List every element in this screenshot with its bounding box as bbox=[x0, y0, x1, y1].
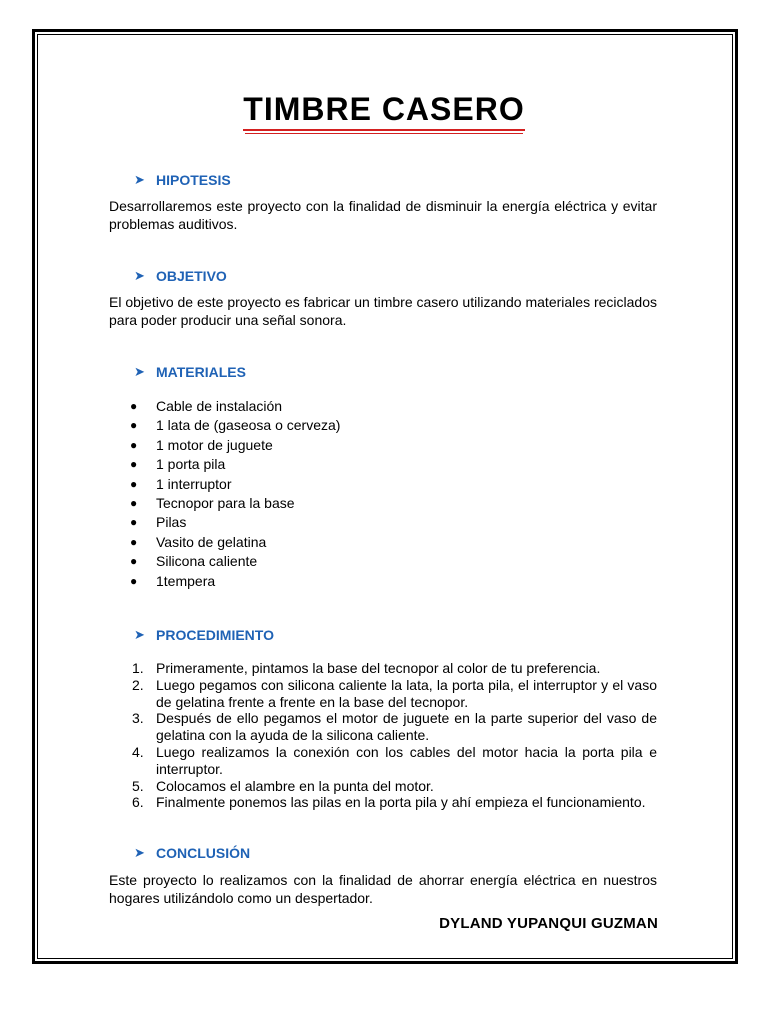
bullet-dot-icon: ● bbox=[130, 534, 138, 549]
arrow-bullet-icon: ➤ bbox=[134, 627, 145, 642]
heading-objetivo bbox=[134, 267, 227, 285]
bullet-dot-icon: ● bbox=[130, 495, 138, 510]
heading-hipotesis-label: HIPOTESIS bbox=[156, 172, 231, 188]
list-item: ● Cable de instalación bbox=[130, 397, 340, 416]
materials-list bbox=[130, 397, 340, 591]
list-item: 4. Luego realizamos la conexión con los cables del motor hacia la porta pila e interruptor. bbox=[132, 743, 657, 777]
list-item: ● Silicona caliente bbox=[130, 552, 340, 571]
author-name: DYLAND YUPANQUI GUZMAN bbox=[439, 915, 658, 932]
heading-conclusion bbox=[134, 844, 250, 862]
list-item: 5. Colocamos el alambre en la punta del motor. bbox=[132, 777, 434, 794]
bullet-dot-icon: ● bbox=[130, 437, 138, 452]
conclusion-text: Este proyecto lo realizamos con la finalidad de ahorrar energía eléctrica en nuestros hogares utilizándolo como un despertador. bbox=[109, 872, 657, 906]
bullet-dot-icon: ● bbox=[130, 399, 138, 413]
bullet-dot-icon: ● bbox=[130, 573, 138, 588]
list-item: ● 1 porta pila bbox=[130, 455, 340, 474]
heading-hipotesis bbox=[134, 171, 231, 189]
procedure-steps bbox=[132, 660, 657, 811]
heading-objetivo-label: OBJETIVO bbox=[156, 268, 227, 284]
list-item: ● Pilas bbox=[130, 513, 340, 532]
objetivo-text: El objetivo de este proyecto es fabricar un timbre casero utilizando materiales reciclados para poder producir una señal sonora. bbox=[109, 294, 657, 328]
title-container bbox=[0, 90, 768, 131]
arrow-bullet-icon: ➤ bbox=[134, 364, 145, 379]
list-item: ● 1 lata de (gaseosa o cerveza) bbox=[130, 416, 340, 435]
bullet-dot-icon: ● bbox=[130, 476, 138, 491]
bullet-dot-icon: ● bbox=[130, 515, 138, 530]
list-item: ● 1 motor de juguete bbox=[130, 436, 340, 455]
bullet-dot-icon: ● bbox=[130, 457, 138, 472]
list-item: ● Tecnopor para la base bbox=[130, 494, 340, 513]
bullet-dot-icon: ● bbox=[130, 418, 138, 433]
heading-materiales-label: MATERIALES bbox=[156, 364, 246, 380]
bullet-dot-icon: ● bbox=[130, 554, 138, 569]
list-item: ● Vasito de gelatina bbox=[130, 533, 340, 552]
list-item: ● 1 interruptor bbox=[130, 475, 340, 494]
heading-procedimiento-label: PROCEDIMIENTO bbox=[156, 627, 274, 643]
hipotesis-text: Desarrollaremos este proyecto con la finalidad de disminuir la energía eléctrica y evitar problemas auditivos. bbox=[109, 198, 657, 232]
list-item: 1. Primeramente, pintamos la base del tecnopor al color de tu preferencia. bbox=[132, 660, 601, 676]
list-item: 6. Finalmente ponemos las pilas en la porta pila y ahí empieza el funcionamiento. bbox=[132, 794, 646, 811]
document-title: TIMBRE CASERO bbox=[243, 90, 524, 131]
list-item: 2. Luego pegamos con silicona caliente la lata, la porta pila, el interruptor y el vaso de gelatina frente a frente en la base del tecnopor. bbox=[132, 676, 657, 710]
list-item: 3. Después de ello pegamos el motor de juguete en la parte superior del vaso de gelatina con la ayuda de la silicona caliente. bbox=[132, 710, 657, 744]
list-item: ● 1tempera bbox=[130, 572, 340, 591]
arrow-bullet-icon: ➤ bbox=[134, 845, 145, 860]
heading-materiales bbox=[134, 363, 246, 381]
arrow-bullet-icon: ➤ bbox=[134, 172, 145, 187]
heading-conclusion-label: CONCLUSIÓN bbox=[156, 845, 251, 861]
arrow-bullet-icon: ➤ bbox=[134, 268, 145, 283]
heading-procedimiento bbox=[134, 626, 274, 644]
